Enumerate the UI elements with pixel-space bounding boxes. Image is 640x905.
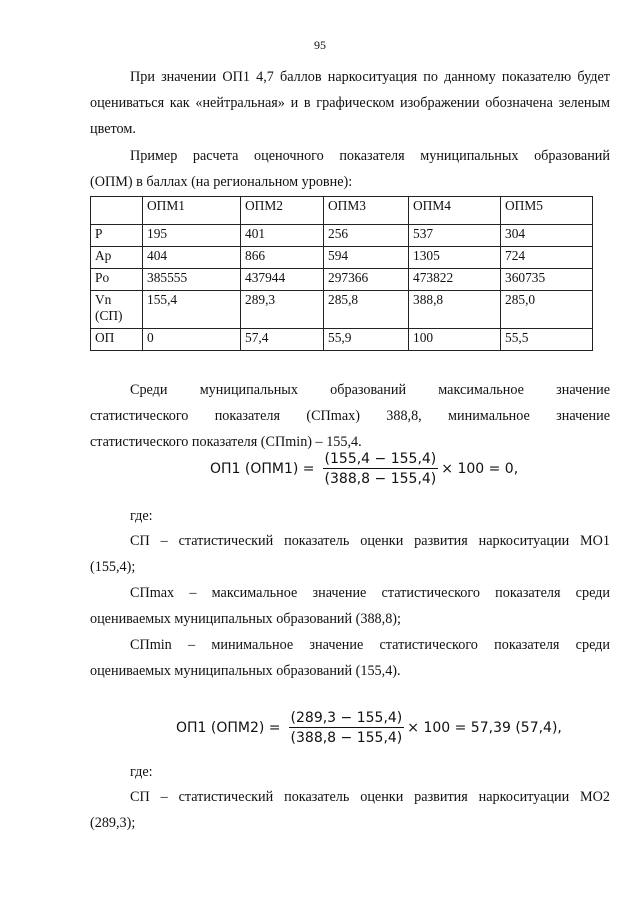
table-cell: 401 — [241, 225, 324, 247]
where-label-2: где: — [130, 764, 153, 780]
table-cell: 724 — [501, 247, 593, 269]
table-cell: 594 — [324, 247, 409, 269]
formula-fraction — [289, 710, 405, 746]
table-cell: 297366 — [324, 269, 409, 291]
table-row — [91, 291, 593, 329]
def-sp2-line1: СП – статистический показатель оценки развития наркоситуации МО2 — [130, 789, 610, 805]
table-row — [91, 225, 593, 247]
table-header-cell: ОПМ2 — [241, 197, 324, 225]
table-cell: 473822 — [409, 269, 501, 291]
formula-fraction — [323, 451, 439, 487]
table-row — [91, 269, 593, 291]
intro-paragraph: При значении ОП1 4,7 баллов наркоситуация по данному показателю будет оцениваться как «нейтральная» и в графическом изображении обозначена зеленым цветом. — [90, 69, 610, 137]
table-cell: 100 — [409, 329, 501, 351]
formula-rhs: × 100 = 0, — [441, 461, 519, 477]
table-cell: Ap — [91, 247, 143, 269]
def-spmin-line1: СПmin – минимальное значение статистического показателя среди — [130, 637, 610, 653]
table-header-cell: ОПМ4 — [409, 197, 501, 225]
def-sp1-line2: (155,4); — [90, 559, 136, 575]
table-header-cell: ОПМ3 — [324, 197, 409, 225]
table-cell: 1305 — [409, 247, 501, 269]
table-cell: 304 — [501, 225, 593, 247]
table-cell: 360735 — [501, 269, 593, 291]
table-cell: 0 — [143, 329, 241, 351]
example-heading-line2: (ОПМ) в баллах (на региональном уровне): — [90, 174, 353, 190]
table-cell: 388,8 — [409, 291, 501, 329]
def-sp1-line1: СП – статистический показатель оценки развития наркоситуации МО1 — [130, 533, 610, 549]
formula-opm1 — [210, 451, 518, 487]
table-cell: 537 — [409, 225, 501, 247]
formula-lhs: ОП1 (ОПМ2) = — [176, 720, 281, 736]
table-cell: 404 — [143, 247, 241, 269]
def-sp2-line2: (289,3); — [90, 815, 136, 831]
table-header-cell — [91, 197, 143, 225]
table-cell: 55,5 — [501, 329, 593, 351]
among-paragraph-line2: статистического показателя (СПmax) 388,8, минимальное значение — [90, 408, 610, 424]
table-cell: 155,4 — [143, 291, 241, 329]
table-row — [91, 247, 593, 269]
table-cell: 866 — [241, 247, 324, 269]
example-heading-line1: Пример расчета оценочного показателя муниципальных образований — [130, 148, 610, 164]
table-cell: 285,0 — [501, 291, 593, 329]
table-cell: Vn (СП) — [91, 291, 143, 329]
table-cell: 385555 — [143, 269, 241, 291]
formula-denominator: (388,8 − 155,4) — [324, 471, 437, 487]
table-cell: Po — [91, 269, 143, 291]
where-label-1: где: — [130, 508, 153, 524]
formula-opm2 — [176, 710, 562, 746]
table-cell: 437944 — [241, 269, 324, 291]
table-header-row — [91, 197, 593, 225]
table-row — [91, 329, 593, 351]
table-cell: 57,4 — [241, 329, 324, 351]
def-spmax-line2: оцениваемых муниципальных образований (388,8); — [90, 611, 401, 627]
table-cell: 285,8 — [324, 291, 409, 329]
table-cell: ОП — [91, 329, 143, 351]
page-number: 95 — [314, 38, 326, 52]
formula-numerator: (289,3 − 155,4) — [290, 710, 403, 726]
formula-lhs: ОП1 (ОПМ1) = — [210, 461, 315, 477]
table-header-cell: ОПМ5 — [501, 197, 593, 225]
table-header-cell: ОПМ1 — [143, 197, 241, 225]
table-cell: 55,9 — [324, 329, 409, 351]
formula-rhs: × 100 = 57,39 (57,4), — [407, 720, 562, 736]
formula-numerator: (155,4 − 155,4) — [324, 451, 437, 467]
among-paragraph-line3: статистического показателя (СПmin) – 155,4. — [90, 434, 362, 450]
among-paragraph-line1: Среди муниципальных образований максимальное значение — [130, 382, 610, 398]
table-cell: 256 — [324, 225, 409, 247]
table-cell: 289,3 — [241, 291, 324, 329]
def-spmin-line2: оцениваемых муниципальных образований (155,4). — [90, 663, 401, 679]
table-cell: P — [91, 225, 143, 247]
formula-denominator: (388,8 − 155,4) — [290, 730, 403, 746]
opm-table — [90, 196, 593, 351]
table-cell: 195 — [143, 225, 241, 247]
def-spmax-line1: СПmax – максимальное значение статистического показателя среди — [130, 585, 610, 601]
